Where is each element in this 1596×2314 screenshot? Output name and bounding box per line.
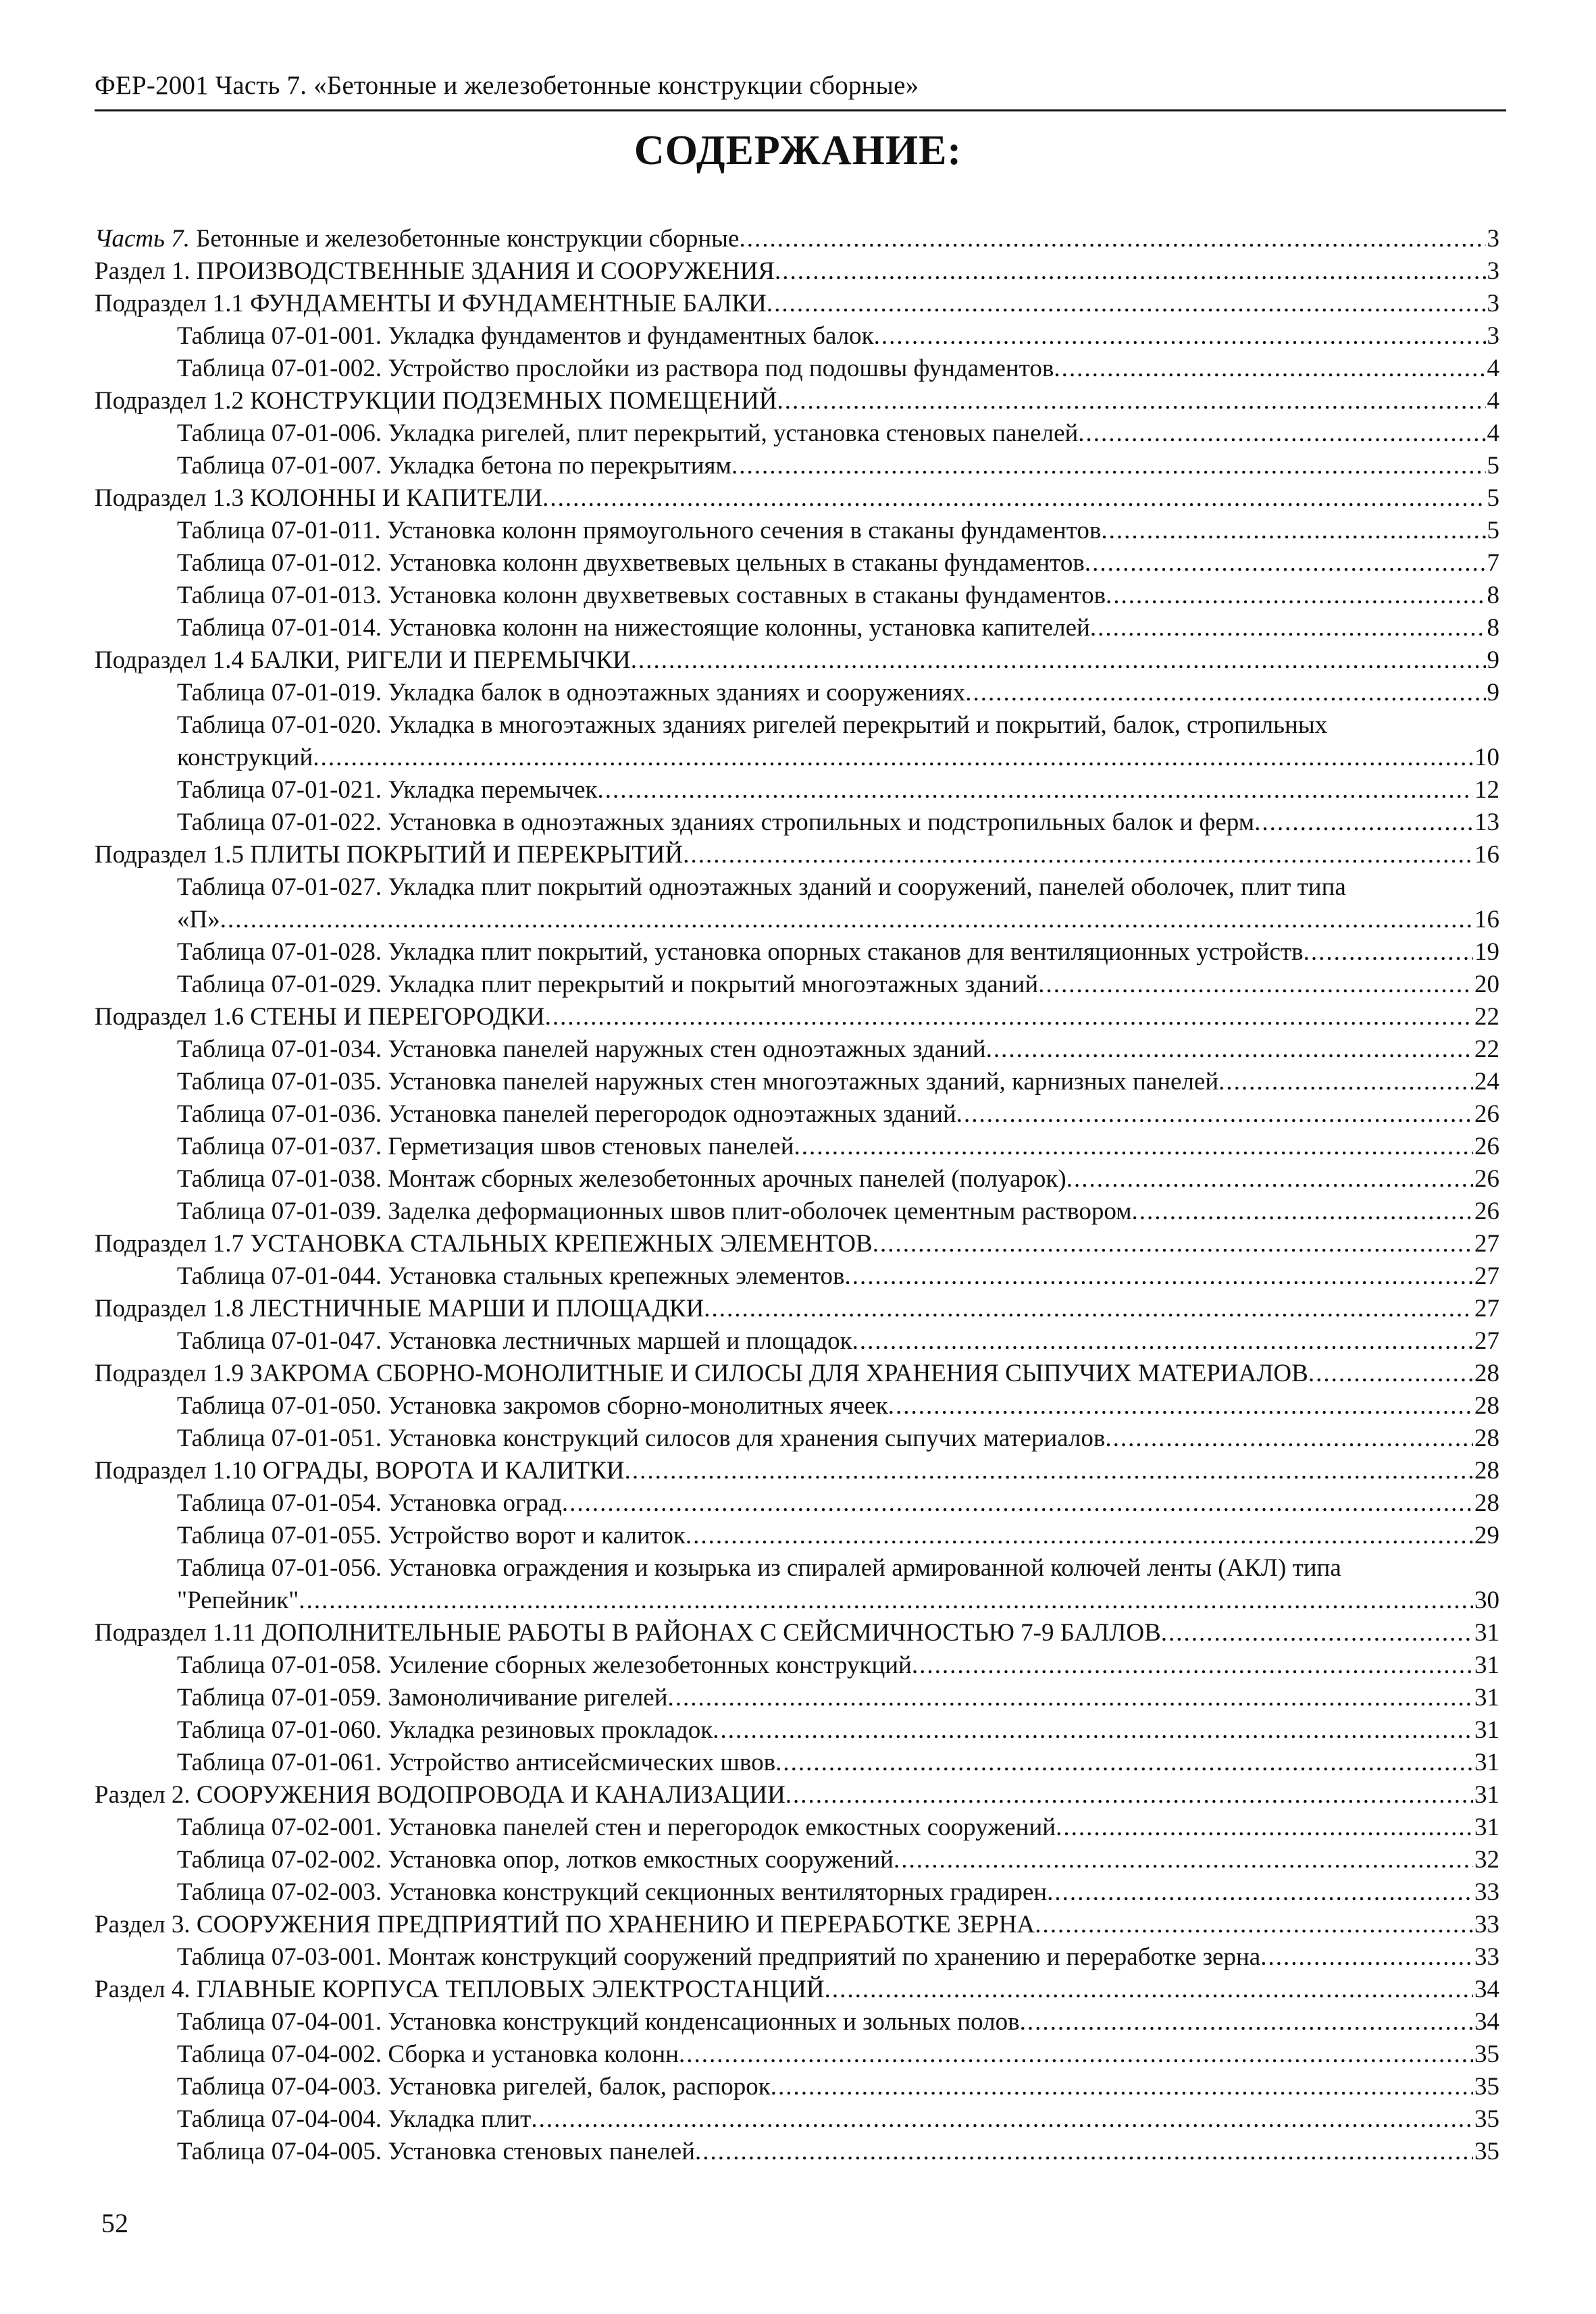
dot-leader: [1035, 1909, 1473, 1941]
dot-leader: [695, 2136, 1473, 2168]
toc-entry-title: Таблица 07-01-044. Установка стальных крепежных элементов: [177, 1262, 845, 1290]
toc-entry-title: Таблица 07-01-056. Установка ограждения и козырька из спиралей армированной колючей ленты (АКЛ) типа: [177, 1554, 1341, 1582]
toc-entry-table: [95, 1649, 1499, 1682]
dot-leader: [704, 1293, 1473, 1325]
toc-entry-section: [95, 1293, 1499, 1325]
toc-entry-title: Таблица 07-02-003. Установка конструкций секционных вентиляторных градирен: [177, 1878, 1048, 1906]
toc-page-number: 13: [1474, 808, 1499, 836]
dot-leader: [1254, 806, 1473, 839]
toc-page-number: 35: [1474, 2040, 1499, 2068]
toc-entry-title: Таблица 07-01-059. Замоноличивание ригелей: [177, 1684, 668, 1712]
toc-entry-table: [95, 1033, 1499, 1066]
dot-leader: [1090, 612, 1486, 644]
dot-leader: [731, 450, 1486, 482]
dot-leader: [956, 1098, 1473, 1131]
toc-entry-table: [95, 774, 1499, 806]
toc-entry-section: [95, 1358, 1499, 1390]
toc-entry-title: Таблица 07-04-002. Сборка и установка колонн: [177, 2040, 679, 2068]
toc-entry-section: [95, 223, 1499, 255]
toc-entry-title-continued: конструкций: [177, 744, 313, 771]
toc-entry-continuation: [177, 742, 1499, 774]
toc-page-number: 31: [1474, 1781, 1499, 1809]
toc-page-number: 32: [1474, 1846, 1499, 1874]
dot-leader: [1085, 547, 1486, 580]
toc-entry-title: Раздел 4. ГЛАВНЫЕ КОРПУСА ТЕПЛОВЫХ ЭЛЕКТРОСТАНЦИЙ: [95, 1976, 825, 2003]
toc-entry-table: [95, 1682, 1499, 1714]
toc-entry-title: Таблица 07-01-021. Укладка перемычек: [177, 776, 598, 804]
toc-entry-table: [95, 677, 1499, 709]
toc-entry-table: [95, 547, 1499, 580]
dot-leader: [562, 1487, 1473, 1520]
toc-entry-title: Таблица 07-02-002. Установка опор, лотков емкостных сооружений: [177, 1846, 894, 1874]
toc-entry-title-continued: «П»: [177, 906, 220, 933]
toc-page-number: 31: [1474, 1651, 1499, 1679]
toc-entry-title: Подраздел 1.7 УСТАНОВКА СТАЛЬНЫХ КРЕПЕЖНЫХ ЭЛЕМЕНТОВ: [95, 1230, 873, 1258]
dot-leader: [825, 1974, 1473, 2006]
toc-entry-section: [95, 1455, 1499, 1487]
toc-entry-title: Таблица 07-01-020. Укладка в многоэтажных зданиях ригелей перекрытий и покрытий, балок, стропильных: [177, 711, 1328, 739]
toc-entry-table: [95, 2136, 1499, 2168]
dot-leader: [313, 742, 1473, 774]
toc-entry: [95, 1552, 1499, 1617]
toc-entry-continuation: [177, 1585, 1499, 1617]
toc-page-number: 28: [1474, 1392, 1499, 1420]
toc-page-number: 28: [1474, 1489, 1499, 1517]
toc-page-number: 10: [1474, 744, 1499, 771]
toc-entry-title: Таблица 07-01-011. Установка колонн прямоугольного сечения в стаканы фундаментов: [177, 517, 1102, 544]
toc-entry-title: Таблица 07-01-039. Заделка деформационных швов плит-оболочек цементным раствором: [177, 1198, 1132, 1225]
toc-page-number: 29: [1474, 1522, 1499, 1549]
toc-page-number: 35: [1474, 2138, 1499, 2165]
toc-page-number: 26: [1474, 1133, 1499, 1160]
toc-entry-section: [95, 1779, 1499, 1811]
dot-leader: [894, 1844, 1473, 1876]
dot-leader: [1304, 936, 1473, 969]
dot-leader: [767, 288, 1486, 320]
toc-entry-title: Раздел 3. СООРУЖЕНИЯ ПРЕДПРИЯТИЙ ПО ХРАНЕНИЮ И ПЕРЕРАБОТКЕ ЗЕРНА: [95, 1911, 1035, 1938]
toc-page-number: 3: [1487, 290, 1499, 317]
toc-entry-title: Таблица 07-01-055. Устройство ворот и калиток: [177, 1522, 686, 1549]
toc-page-number: 26: [1474, 1165, 1499, 1193]
toc-entry-table: [95, 1844, 1499, 1876]
dot-leader: [598, 774, 1473, 806]
dot-leader: [299, 1585, 1473, 1617]
toc-entry-table: [95, 1487, 1499, 1520]
toc-entry-table: [95, 969, 1499, 1001]
toc-page-number: 20: [1474, 971, 1499, 998]
dot-leader: [1106, 580, 1485, 612]
toc-page-number: 33: [1474, 1943, 1499, 1971]
toc-entry-table: [95, 1941, 1499, 1974]
toc-entry-table: [95, 1098, 1499, 1131]
dot-leader: [1047, 1876, 1473, 1909]
dot-leader: [542, 482, 1485, 515]
toc-page-number: 27: [1474, 1327, 1499, 1355]
toc-entry: [95, 709, 1499, 774]
toc-page-number: 27: [1474, 1262, 1499, 1290]
toc-page-number: 35: [1474, 2073, 1499, 2101]
toc-entry-title: Подраздел 1.10 ОГРАДЫ, ВОРОТА И КАЛИТКИ: [95, 1457, 625, 1485]
dot-leader: [912, 1649, 1473, 1682]
toc-page-number: 31: [1474, 1814, 1499, 1841]
toc-entry-table: [95, 2071, 1499, 2103]
toc-page-number: 16: [1474, 906, 1499, 933]
dot-leader: [531, 2103, 1473, 2136]
toc-page-number: 34: [1474, 2008, 1499, 2036]
dot-leader: [713, 1714, 1473, 1747]
page-title: СОДЕРЖАНИЕ:: [634, 128, 962, 174]
toc-page-number: 5: [1487, 517, 1499, 544]
dot-leader: [873, 1228, 1473, 1260]
toc-entry-title: Таблица 07-01-027. Укладка плит покрытий одноэтажных зданий и сооружений, панелей оболочек, плит типа: [177, 873, 1346, 901]
toc-entry-title: Таблица 07-01-051. Установка конструкций силосов для хранения сыпучих материалов: [177, 1424, 1106, 1452]
toc-entry-section: [95, 482, 1499, 515]
dot-leader: [874, 320, 1486, 353]
toc-page-number: 8: [1487, 614, 1499, 642]
toc-entry-title: Таблица 07-01-037. Герметизация швов стеновых панелей: [177, 1133, 794, 1160]
toc-page-number: 31: [1474, 1619, 1499, 1647]
dot-leader: [1260, 1941, 1473, 1974]
toc-page-number: 4: [1487, 355, 1499, 382]
dot-leader: [888, 1390, 1473, 1422]
page-number: 52: [101, 2208, 128, 2238]
toc-entry-table: [95, 1390, 1499, 1422]
toc-entry-table: [95, 450, 1499, 482]
toc-entry-title: Таблица 07-04-005. Установка стеновых панелей: [177, 2138, 695, 2165]
toc-entry-title: Таблица 07-04-001. Установка конструкций конденсационных и зольных полов: [177, 2008, 1020, 2036]
toc-entry-table: [95, 1260, 1499, 1293]
toc-page-number: 28: [1474, 1360, 1499, 1387]
toc-entry-title: Подраздел 1.1 ФУНДАМЕНТЫ И ФУНДАМЕНТНЫЕ БАЛКИ: [95, 290, 767, 317]
toc-entry-title: Подраздел 1.2 КОНСТРУКЦИИ ПОДЗЕМНЫХ ПОМЕЩЕНИЙ: [95, 387, 777, 415]
toc-page-number: 27: [1474, 1295, 1499, 1322]
toc-entry-title: Подраздел 1.9 ЗАКРОМА СБОРНО-МОНОЛИТНЫЕ И СИЛОСЫ ДЛЯ ХРАНЕНИЯ СЫПУЧИХ МАТЕРИАЛОВ: [95, 1360, 1308, 1387]
toc-entry-table: [95, 1811, 1499, 1844]
toc-entry-title: Подраздел 1.6 СТЕНЫ И ПЕРЕГОРОДКИ: [95, 1003, 545, 1031]
header-divider: [95, 109, 1506, 111]
dot-leader: [1161, 1617, 1473, 1649]
toc-entry-section: [95, 644, 1499, 677]
toc-page-number: 33: [1474, 1911, 1499, 1938]
toc-page-number: 12: [1474, 776, 1499, 804]
dot-leader: [777, 385, 1486, 417]
dot-leader: [965, 677, 1485, 709]
toc-page-number: 31: [1474, 1684, 1499, 1712]
toc-page-number: 33: [1474, 1878, 1499, 1906]
toc-entry-title: Таблица 07-01-022. Установка в одноэтажных зданиях стропильных и подстропильных балок и ферм: [177, 808, 1255, 836]
toc-entry-table: [95, 1066, 1499, 1098]
toc-entry-table: [95, 320, 1499, 353]
dot-leader: [771, 2071, 1473, 2103]
dot-leader: [852, 1325, 1473, 1358]
toc-entry-title: Подраздел 1.4 БАЛКИ, РИГЕЛИ И ПЕРЕМЫЧКИ: [95, 646, 631, 674]
toc-page-number: 9: [1487, 646, 1499, 674]
toc-entry-title: Таблица 07-01-028. Укладка плит покрытий, установка опорных стаканов для вентиляционных устройств: [177, 938, 1304, 966]
toc-entry-text: Бетонные и железобетонные конструкции сборные: [189, 225, 740, 253]
toc-entry-title: Таблица 07-04-003. Установка ригелей, балок, распорок: [177, 2073, 771, 2101]
toc-entry-title: Таблица 07-01-061. Устройство антисейсмических швов: [177, 1749, 776, 1776]
toc-page-number: 31: [1474, 1716, 1499, 1744]
dot-leader: [775, 255, 1486, 288]
toc-entry-table: [95, 2038, 1499, 2071]
dot-leader: [683, 839, 1473, 871]
dot-leader: [739, 223, 1485, 255]
toc-page-number: 3: [1487, 322, 1499, 350]
toc-entry-section: [95, 1001, 1499, 1033]
toc-entry-table: [95, 1714, 1499, 1747]
dot-leader: [1308, 1358, 1473, 1390]
dot-leader: [845, 1260, 1474, 1293]
dot-leader: [686, 1520, 1473, 1552]
toc-page-number: 28: [1474, 1424, 1499, 1452]
toc-entry-title: Таблица 07-01-034. Установка панелей наружных стен одноэтажных зданий: [177, 1035, 986, 1063]
toc-page-number: 27: [1474, 1230, 1499, 1258]
toc-entry-table: [95, 1325, 1499, 1358]
dot-leader: [1101, 515, 1485, 547]
toc-page-number: 4: [1487, 387, 1499, 415]
toc-entry-title: Подраздел 1.11 ДОПОЛНИТЕЛЬНЫЕ РАБОТЫ В РАЙОНАХ С СЕЙСМИЧНОСТЬЮ 7-9 БАЛЛОВ: [95, 1619, 1161, 1647]
toc-entry-table: [95, 936, 1499, 969]
toc-entry-title: Таблица 07-01-060. Укладка резиновых прокладок: [177, 1716, 713, 1744]
dot-leader: [1078, 417, 1485, 450]
dot-leader: [986, 1033, 1473, 1066]
toc-entry-title: Таблица 07-01-014. Установка колонн на нижестоящие колонны, установка капителей: [177, 614, 1090, 642]
toc-entry-section: [95, 288, 1499, 320]
toc-page-number: 5: [1487, 452, 1499, 480]
toc-entry-table: [95, 1876, 1499, 1909]
dot-leader: [1218, 1066, 1473, 1098]
toc-entry-table: [95, 515, 1499, 547]
toc-entry-title: Таблица 07-01-007. Укладка бетона по перекрытиям: [177, 452, 731, 480]
dot-leader: [1105, 1422, 1473, 1455]
toc-entry-table: [95, 1747, 1499, 1779]
toc-entry-title: Таблица 07-01-002. Устройство прослойки из раствора под подошвы фундаментов: [177, 355, 1054, 382]
toc-entry-title: Таблица 07-01-012. Установка колонн двухветвевых цельных в стаканы фундаментов: [177, 549, 1085, 577]
toc-entry-table: [95, 417, 1499, 450]
toc-page-number: 8: [1487, 582, 1499, 609]
dot-leader: [1056, 1811, 1473, 1844]
toc-entry-title: Таблица 07-01-006. Укладка ригелей, плит перекрытий, установка стеновых панелей: [177, 419, 1079, 447]
toc-page-number: 9: [1487, 679, 1499, 706]
toc-page-number: 31: [1474, 1749, 1499, 1776]
table-of-contents: [95, 223, 1499, 2168]
toc-page-number: 3: [1487, 257, 1499, 285]
toc-entry-table: [95, 353, 1499, 385]
toc-entry-table: [95, 580, 1499, 612]
dot-leader: [625, 1455, 1473, 1487]
toc-entry-title: Подраздел 1.8 ЛЕСТНИЧНЫЕ МАРШИ И ПЛОЩАДКИ: [95, 1295, 704, 1322]
toc-entry-table: [95, 1520, 1499, 1552]
toc-entry-title: Таблица 07-01-013. Установка колонн двухветвевых составных в стаканы фундаментов: [177, 582, 1106, 609]
toc-entry-title: Таблица 07-01-019. Укладка балок в одноэтажных зданиях и сооружениях: [177, 679, 966, 706]
dot-leader: [1054, 353, 1485, 385]
dot-leader: [1020, 2006, 1473, 2038]
toc-entry-title-continued: "Репейник": [177, 1587, 299, 1614]
toc-entry-title: Таблица 07-01-001. Укладка фундаментов и фундаментных балок: [177, 322, 874, 350]
toc-page-number: 22: [1474, 1035, 1499, 1063]
toc-page-number: 34: [1474, 1976, 1499, 2003]
toc-entry-table: [95, 2006, 1499, 2038]
toc-entry-title: Таблица 07-01-029. Укладка плит перекрытий и покрытий многоэтажных зданий: [177, 971, 1039, 998]
toc-entry-table: [95, 612, 1499, 644]
toc-entry-title: Таблица 07-01-050. Установка закромов сборно-монолитных ячеек: [177, 1392, 888, 1420]
toc-entry: [95, 871, 1499, 936]
toc-entry-continuation: [177, 904, 1499, 936]
toc-entry-table: [95, 2103, 1499, 2136]
toc-entry-section: [95, 1909, 1499, 1941]
toc-entry-section: [95, 1228, 1499, 1260]
toc-page-number: 16: [1474, 841, 1499, 869]
dot-leader: [775, 1747, 1473, 1779]
toc-entry-section: [95, 255, 1499, 288]
dot-leader: [668, 1682, 1473, 1714]
toc-entry-table: [95, 1131, 1499, 1163]
toc-page-number: 7: [1487, 549, 1499, 577]
toc-entry-title: Таблица 07-02-001. Установка панелей стен и перегородок емкостных сооружений: [177, 1814, 1056, 1841]
toc-page-number: 4: [1487, 419, 1499, 447]
toc-entry-title: Раздел 2. СООРУЖЕНИЯ ВОДОПРОВОДА И КАНАЛИЗАЦИИ: [95, 1781, 786, 1809]
dot-leader: [1066, 1163, 1473, 1195]
dot-leader: [220, 904, 1473, 936]
toc-entry-title: [95, 223, 739, 255]
dot-leader: [545, 1001, 1473, 1033]
toc-entry-section: [95, 839, 1499, 871]
dot-leader: [786, 1779, 1473, 1811]
toc-page-number: 28: [1474, 1457, 1499, 1485]
running-header: ФЕР-2001 Часть 7. «Бетонные и железобетонные конструкции сборные»: [95, 71, 919, 100]
toc-entry-table: [95, 806, 1499, 839]
toc-page-number: 35: [1474, 2105, 1499, 2133]
toc-entry-title: Таблица 07-01-038. Монтаж сборных железобетонных арочных панелей (полуарок): [177, 1165, 1066, 1193]
dot-leader: [794, 1131, 1474, 1163]
toc-entry-title: Таблица 07-03-001. Монтаж конструкций сооружений предприятий по хранению и переработке зерна: [177, 1943, 1261, 1971]
toc-entry-section: [95, 1974, 1499, 2006]
toc-entry-title: Таблица 07-01-047. Установка лестничных маршей и площадок: [177, 1327, 852, 1355]
toc-page-number: 26: [1474, 1100, 1499, 1128]
toc-entry-title: Подраздел 1.3 КОЛОННЫ И КАПИТЕЛИ: [95, 484, 543, 512]
toc-entry-section: [95, 385, 1499, 417]
dot-leader: [679, 2038, 1473, 2071]
toc-page-number: 19: [1474, 938, 1499, 966]
toc-entry-table: [95, 1163, 1499, 1195]
toc-entry-table: [95, 1195, 1499, 1228]
toc-entry-title: Таблица 07-04-004. Укладка плит: [177, 2105, 532, 2133]
toc-entry-title: Таблица 07-01-036. Установка панелей перегородок одноэтажных зданий: [177, 1100, 956, 1128]
toc-entry-prefix: Часть 7.: [95, 225, 190, 253]
toc-entry-section: [95, 1617, 1499, 1649]
toc-page-number: 26: [1474, 1198, 1499, 1225]
toc-page-number: 30: [1474, 1587, 1499, 1614]
toc-page-number: 22: [1474, 1003, 1499, 1031]
dot-leader: [1132, 1195, 1473, 1228]
toc-entry-title: Таблица 07-01-054. Установка оград: [177, 1489, 562, 1517]
toc-entry-title: Таблица 07-01-035. Установка панелей наружных стен многоэтажных зданий, карнизных панелей: [177, 1068, 1219, 1096]
toc-entry-title: Таблица 07-01-058. Усиление сборных железобетонных конструкций: [177, 1651, 912, 1679]
toc-entry-title: Раздел 1. ПРОИЗВОДСТВЕННЫЕ ЗДАНИЯ И СООРУЖЕНИЯ: [95, 257, 775, 285]
toc-page-number: 5: [1487, 484, 1499, 512]
toc-entry-table: [95, 1422, 1499, 1455]
toc-entry-title: Подраздел 1.5 ПЛИТЫ ПОКРЫТИЙ И ПЕРЕКРЫТИЙ: [95, 841, 684, 869]
dot-leader: [1038, 969, 1473, 1001]
toc-page-number: 24: [1474, 1068, 1499, 1096]
dot-leader: [631, 644, 1486, 677]
toc-page-number: 3: [1487, 225, 1499, 253]
